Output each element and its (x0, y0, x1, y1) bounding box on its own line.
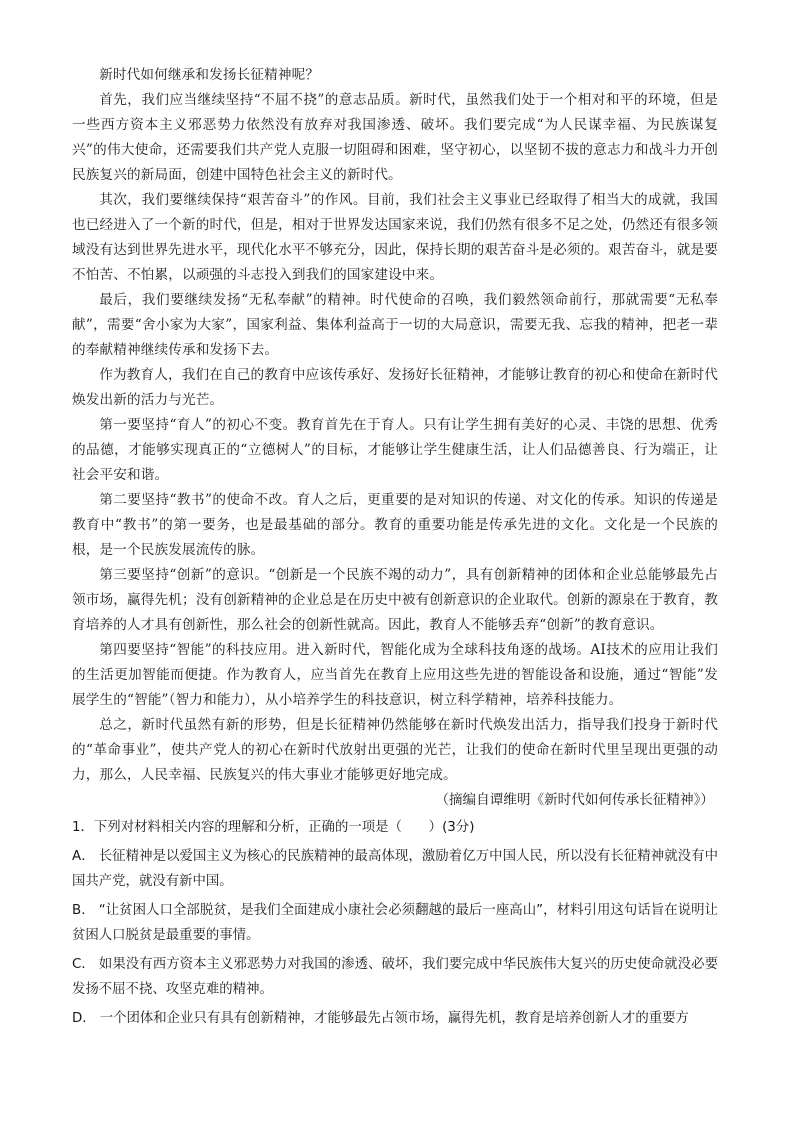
passage-source-citation: （摘编自谭维明《新时代如何传承长征精神》） (435, 792, 714, 808)
passage-paragraph: 总之，新时代虽然有新的形势，但是长征精神仍然能够在新时代焕发出活力，指导我们投身于新时代的“革命事业”，使共产党人的初心在新时代放射出更强的光芒，让我们的使命在新时代里呈现出更强的动力，那么，人民幸福、民族复兴的伟大事业才能够更好地完成。 (72, 717, 718, 783)
option-letter: C． (72, 957, 95, 972)
answer-option-a[interactable] (72, 844, 718, 894)
passage-paragraph: 第四要坚持“智能”的科技应用。进入新时代，智能化成为全球科技角逐的战场。AI技术的应用让我们的生活更加智能而便捷。作为教育人，应当首先在教育上应用这些先进的智能设备和设施，通过“智能”发展学生的“智能”（智力和能力），从小培养学生的科技意识，树立科学精神，培养科技能力。 (72, 642, 718, 708)
page-content (72, 63, 718, 1031)
option-text: 长征精神是以爱国主义为核心的民族精神的最高体现，激励着亿万中国人民，所以没有长征精神就没有中国共产党，就没有新中国。 (72, 849, 718, 889)
option-text: 一个团体和企业只有具有创新精神，才能够最先占领市场，赢得先机，教育是培养创新人才的重要方 (99, 1011, 689, 1026)
answer-option-c[interactable] (72, 952, 718, 1002)
passage-paragraph: 第二要坚持“教书”的使命不改。育人之后，更重要的是对知识的传递、对文化的传承。知识的传递是教育中“教书”的第一要务，也是最基础的部分。教育的重要功能是传承先进的文化。文化是一个民族的根，是一个民族发展流传的脉。 (72, 492, 718, 558)
option-letter: A． (72, 849, 95, 864)
passage-paragraph: 其次，我们要继续保持“艰苦奋斗”的作风。目前，我们社会主义事业已经取得了相当大的成就，我国也已经进入了一个新的时代，但是，相对于世界发达国家来说，我们仍然有很多不足之处，仍然还有很多领域没有达到世界先进水平，现代化水平不够充分，因此，保持长期的艰苦奋斗是必须的。艰苦奋斗，就是要不怕苦、不怕累，以顽强的斗志投入到我们的国家建设中来。 (72, 192, 718, 283)
answer-option-b[interactable] (72, 898, 718, 948)
passage-heading-question: 新时代如何继承和发扬长征精神呢？ (99, 67, 320, 83)
question-stem: 1．下列对材料相关内容的理解和分析，正确的一项是（ ）(3分) (72, 820, 475, 835)
passage-paragraph: 第三要坚持“创新”的意识。“创新是一个民族不竭的动力”，具有创新精神的团体和企业总能够最先占领市场，赢得先机；没有创新精神的企业总是在历史中被有创新意识的企业取代。创新的源泉在于教育，教育培养的人才具有创新性，那么社会的创新性就高。因此，教育人不能够丢弃“创新”的教育意识。 (72, 567, 718, 633)
passage-paragraph: 第一要坚持“育人”的初心不变。教育首先在于育人。只有让学生拥有美好的心灵、丰饶的思想、优秀的品德，才能够实现真正的“立德树人”的目标，才能够让学生健康生活，让人们品德善良、行为端正，让社会平安和谐。 (72, 417, 718, 483)
option-letter: D． (72, 1011, 96, 1026)
passage-paragraph: 首先，我们应当继续坚持“不屈不挠”的意志品质。新时代，虽然我们处于一个相对和平的环境，但是一些西方资本主义邪恶势力依然没有放弃对我国渗透、破坏。我们要完成“为人民谋幸福、为民族谋复兴”的伟大使命，还需要我们共产党人克服一切阻碍和困难，坚守初心，以坚韧不拔的意志力和战斗力开创民族复兴的新局面，创建中国特色社会主义的新时代。 (72, 92, 718, 183)
option-text: “让贫困人口全部脱贫，是我们全面建成小康社会必须翻越的最后一座高山”，材料引用这句话旨在说明让贫困人口脱贫是最重要的事情。 (72, 903, 718, 943)
answer-option-d[interactable] (72, 1006, 718, 1031)
option-text: 如果没有西方资本主义邪恶势力对我国的渗透、破坏，我们要完成中华民族伟大复兴的历史使命就没必要发扬不屈不挠、攻坚克难的精神。 (72, 957, 718, 997)
reading-passage (72, 63, 718, 813)
passage-paragraph: 最后，我们要继续发扬“无私奉献”的精神。时代使命的召唤，我们毅然领命前行，那就需要“无私奉献”，需要“舍小家为大家”，国家利益、集体利益高于一切的大局意识，需要无我、忘我的精神，把老一辈的奉献精神继续传承和发扬下去。 (72, 292, 718, 358)
question-block (72, 815, 718, 1031)
option-letter: B． (72, 903, 95, 918)
passage-paragraph: 作为教育人，我们在自己的教育中应该传承好、发扬好长征精神，才能够让教育的初心和使命在新时代焕发出新的活力与光芒。 (72, 367, 718, 408)
